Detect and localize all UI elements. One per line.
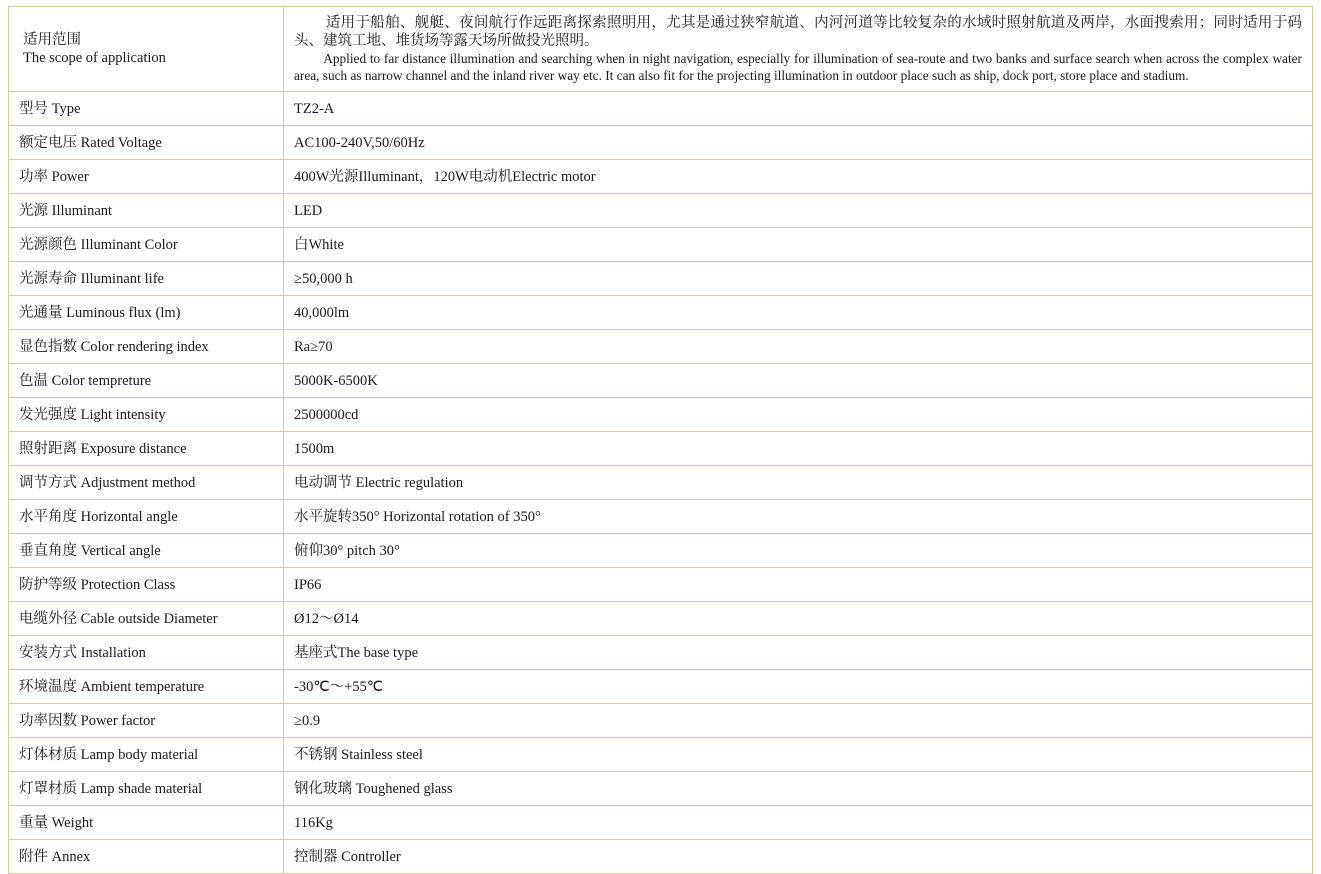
table-row-scope — [9, 7, 1313, 92]
spec-label: 防护等级 Protection Class — [9, 568, 284, 602]
spec-value: Ø12～Ø14 — [284, 602, 1313, 636]
scope-label-cn: 适用范围 — [23, 32, 81, 49]
spec-value: 钢化玻璃 Toughened glass — [284, 772, 1313, 806]
table-row — [9, 704, 1313, 738]
spec-label: 功率因数 Power factor — [9, 704, 284, 738]
scope-value-cell — [284, 7, 1313, 92]
spec-value: IP66 — [284, 568, 1313, 602]
table-body — [9, 7, 1313, 92]
spec-label: 型号 Type — [9, 92, 284, 126]
table-row — [9, 602, 1313, 636]
scope-text-cn: 适用于船舶、舰艇、夜间航行作远距离探索照明用，尤其是通过狭窄航道、内河河道等比较复杂的水域时照射航道及两岸，水面搜索用；同时适用于码头、建筑工地、堆货场等露天场所做投光照明。 — [294, 15, 1302, 50]
table-row — [9, 738, 1313, 772]
spec-value: ≥50,000 h — [284, 262, 1313, 296]
spec-label: 功率 Power — [9, 160, 284, 194]
spec-value: ≥0.9 — [284, 704, 1313, 738]
spec-value: 俯仰30° pitch 30° — [284, 534, 1313, 568]
spec-value: 40,000lm — [284, 296, 1313, 330]
scope-label-cell — [9, 7, 284, 92]
table-rows-body — [9, 92, 1313, 874]
scope-label-en: The scope of application — [23, 50, 166, 67]
spec-label: 调节方式 Adjustment method — [9, 466, 284, 500]
spec-label: 色温 Color tempreture — [9, 364, 284, 398]
specification-table — [8, 6, 1313, 874]
spec-value: 水平旋转350° Horizontal rotation of 350° — [284, 500, 1313, 534]
table-row — [9, 228, 1313, 262]
table-row — [9, 296, 1313, 330]
spec-label: 光通量 Luminous flux (lm) — [9, 296, 284, 330]
table-row — [9, 568, 1313, 602]
table-row — [9, 432, 1313, 466]
spec-value: 5000K-6500K — [284, 364, 1313, 398]
table-row — [9, 806, 1313, 840]
table-row — [9, 126, 1313, 160]
spec-label: 光源寿命 Illuminant life — [9, 262, 284, 296]
table-row — [9, 636, 1313, 670]
spec-label: 显色指数 Color rendering index — [9, 330, 284, 364]
spec-label: 光源 Illuminant — [9, 194, 284, 228]
spec-label: 垂直角度 Vertical angle — [9, 534, 284, 568]
spec-value: Ra≥70 — [284, 330, 1313, 364]
spec-label: 环境温度 Ambient temperature — [9, 670, 284, 704]
spec-value: 电动调节 Electric regulation — [284, 466, 1313, 500]
table-row — [9, 466, 1313, 500]
spec-label: 重量 Weight — [9, 806, 284, 840]
table-row — [9, 670, 1313, 704]
spec-label: 发光强度 Light intensity — [9, 398, 284, 432]
spec-label: 灯体材质 Lamp body material — [9, 738, 284, 772]
spec-value: 2500000cd — [284, 398, 1313, 432]
spec-value: -30℃～+55℃ — [284, 670, 1313, 704]
table-row — [9, 330, 1313, 364]
table-row — [9, 92, 1313, 126]
table-row — [9, 398, 1313, 432]
scope-text-en: Applied to far distance illumination and searching when in night navigation, especially for illumination of sea-route and two banks and surface search when across the complex water area, such as narrow channel and the inland river way etc. It can also fit for the projecting illumination in outdoor place such as ship, dock port, store place and stadium. — [294, 51, 1302, 83]
table-row — [9, 364, 1313, 398]
table-row — [9, 262, 1313, 296]
spec-label: 安装方式 Installation — [9, 636, 284, 670]
spec-label: 水平角度 Horizontal angle — [9, 500, 284, 534]
spec-value: 白White — [284, 228, 1313, 262]
spec-value: 1500m — [284, 432, 1313, 466]
spec-value: 基座式The base type — [284, 636, 1313, 670]
table-row — [9, 500, 1313, 534]
spec-value: 116Kg — [284, 806, 1313, 840]
spec-value: AC100-240V,50/60Hz — [284, 126, 1313, 160]
spec-label: 电缆外径 Cable outside Diameter — [9, 602, 284, 636]
spec-label: 照射距离 Exposure distance — [9, 432, 284, 466]
spec-value: LED — [284, 194, 1313, 228]
spec-value: 控制器 Controller — [284, 840, 1313, 874]
table-row — [9, 772, 1313, 806]
table-row — [9, 194, 1313, 228]
table-row — [9, 160, 1313, 194]
spec-value: TZ2-A — [284, 92, 1313, 126]
spec-value: 不锈钢 Stainless steel — [284, 738, 1313, 772]
table-row — [9, 534, 1313, 568]
spec-label: 灯罩材质 Lamp shade material — [9, 772, 284, 806]
table-row — [9, 840, 1313, 874]
spec-label: 光源颜色 Illuminant Color — [9, 228, 284, 262]
spec-value: 400W光源Illuminant，120W电动机Electric motor — [284, 160, 1313, 194]
spec-label: 附件 Annex — [9, 840, 284, 874]
spec-label: 额定电压 Rated Voltage — [9, 126, 284, 160]
